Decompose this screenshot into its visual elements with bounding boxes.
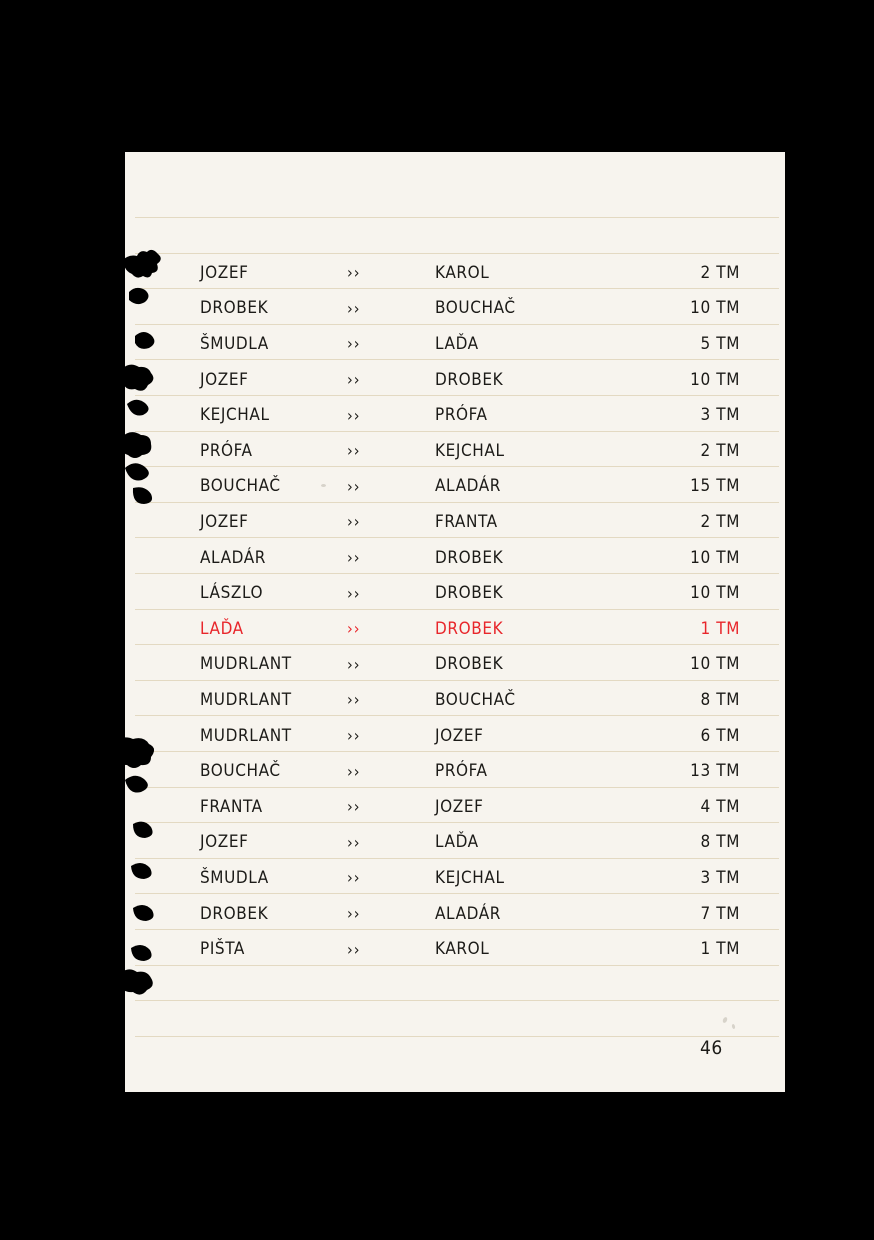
transfer-to: KEJCHAL xyxy=(435,440,505,461)
table-row[interactable] xyxy=(125,896,785,932)
transfer-from: BOUCHAČ xyxy=(200,476,281,497)
arrow-icon: ›› xyxy=(347,690,361,710)
transfer-from: ALADÁR xyxy=(200,547,266,568)
table-row[interactable] xyxy=(125,575,785,611)
transfer-amount: 10 TM xyxy=(690,583,740,604)
arrow-icon: ›› xyxy=(347,832,361,852)
transfer-to: DROBEK xyxy=(435,547,504,568)
transfer-to: FRANTA xyxy=(435,511,498,532)
arrow-icon: ›› xyxy=(347,405,361,425)
transfer-from: BOUCHAČ xyxy=(200,761,281,782)
transfer-amount: 1 TM xyxy=(700,939,740,960)
arrow-icon: ›› xyxy=(347,939,361,959)
arrow-icon: ›› xyxy=(347,726,361,746)
transfer-amount: 10 TM xyxy=(690,369,740,390)
transfer-amount: 6 TM xyxy=(700,725,740,746)
notebook-page xyxy=(125,152,785,1092)
transfer-from: DROBEK xyxy=(200,298,269,319)
transfer-to: PRÓFA xyxy=(435,761,488,782)
transfer-to: BOUCHAČ xyxy=(435,689,516,710)
transfer-amount: 10 TM xyxy=(690,547,740,568)
transfer-from: JOZEF xyxy=(200,511,249,532)
transfer-from: DROBEK xyxy=(200,903,269,924)
transfer-from: KEJCHAL xyxy=(200,405,270,426)
transfer-from: MUDRLANT xyxy=(200,654,292,675)
arrow-icon: ›› xyxy=(347,583,361,603)
transfer-to: JOZEF xyxy=(435,725,484,746)
transfer-amount: 2 TM xyxy=(700,262,740,283)
transfer-to: DROBEK xyxy=(435,583,504,604)
transfer-amount: 7 TM xyxy=(700,903,740,924)
transfer-to: DROBEK xyxy=(435,369,504,390)
transfer-amount: 3 TM xyxy=(700,405,740,426)
transfer-ledger xyxy=(125,152,785,1092)
table-row[interactable] xyxy=(125,647,785,683)
table-row[interactable] xyxy=(125,789,785,825)
transfer-amount: 10 TM xyxy=(690,298,740,319)
transfer-amount: 13 TM xyxy=(690,761,740,782)
arrow-icon: ›› xyxy=(347,334,361,354)
table-row[interactable] xyxy=(125,362,785,398)
table-row[interactable] xyxy=(125,397,785,433)
table-row[interactable] xyxy=(125,860,785,896)
table-row[interactable] xyxy=(125,540,785,576)
transfer-from: MUDRLANT xyxy=(200,689,292,710)
transfer-from: MUDRLANT xyxy=(200,725,292,746)
arrow-icon: ›› xyxy=(347,868,361,888)
transfer-to: LAĎA xyxy=(435,832,479,853)
arrow-icon: ›› xyxy=(347,654,361,674)
table-row[interactable] xyxy=(125,504,785,540)
table-row[interactable] xyxy=(125,291,785,327)
transfer-from: LAĎA xyxy=(200,618,244,639)
arrow-icon: ›› xyxy=(347,476,361,496)
transfer-to: KEJCHAL xyxy=(435,867,505,888)
transfer-amount: 2 TM xyxy=(700,511,740,532)
table-row[interactable] xyxy=(125,611,785,647)
transfer-to: LAĎA xyxy=(435,333,479,354)
transfer-amount: 3 TM xyxy=(700,867,740,888)
table-row[interactable] xyxy=(125,433,785,469)
transfer-from: PRÓFA xyxy=(200,440,253,461)
transfer-from: JOZEF xyxy=(200,369,249,390)
transfer-to: ALADÁR xyxy=(435,903,501,924)
transfer-amount: 8 TM xyxy=(700,689,740,710)
transfer-amount: 4 TM xyxy=(700,796,740,817)
table-row[interactable] xyxy=(125,326,785,362)
transfer-from: ŠMUDLA xyxy=(200,333,269,354)
transfer-to: KAROL xyxy=(435,262,490,283)
transfer-to: JOZEF xyxy=(435,796,484,817)
transfer-to: DROBEK xyxy=(435,618,504,639)
arrow-icon: ›› xyxy=(347,512,361,532)
transfer-from: PIŠTA xyxy=(200,939,245,960)
transfer-from: JOZEF xyxy=(200,832,249,853)
arrow-icon: ›› xyxy=(347,619,361,639)
table-row[interactable] xyxy=(125,825,785,861)
arrow-icon: ›› xyxy=(347,904,361,924)
transfer-to: KAROL xyxy=(435,939,490,960)
arrow-icon: ›› xyxy=(347,263,361,283)
transfer-to: PRÓFA xyxy=(435,405,488,426)
transfer-from: JOZEF xyxy=(200,262,249,283)
transfer-to: DROBEK xyxy=(435,654,504,675)
table-row[interactable] xyxy=(125,753,785,789)
table-row[interactable] xyxy=(125,682,785,718)
arrow-icon: ›› xyxy=(347,548,361,568)
transfer-to: ALADÁR xyxy=(435,476,501,497)
transfer-from: LÁSZLO xyxy=(200,583,264,604)
table-row[interactable] xyxy=(125,255,785,291)
transfer-amount: 2 TM xyxy=(700,440,740,461)
arrow-icon: ›› xyxy=(347,797,361,817)
transfer-amount: 15 TM xyxy=(690,476,740,497)
transfer-from: FRANTA xyxy=(200,796,263,817)
arrow-icon: ›› xyxy=(347,298,361,318)
transfer-amount: 10 TM xyxy=(690,654,740,675)
arrow-icon: ›› xyxy=(347,761,361,781)
page-number: 46 xyxy=(700,1037,723,1059)
arrow-icon: ›› xyxy=(347,370,361,390)
transfer-amount: 5 TM xyxy=(700,333,740,354)
table-row[interactable] xyxy=(125,469,785,505)
arrow-icon: ›› xyxy=(347,441,361,461)
transfer-amount: 1 TM xyxy=(700,618,740,639)
transfer-from: ŠMUDLA xyxy=(200,867,269,888)
transfer-to: BOUCHAČ xyxy=(435,298,516,319)
table-row[interactable] xyxy=(125,931,785,967)
table-row[interactable] xyxy=(125,718,785,754)
transfer-amount: 8 TM xyxy=(700,832,740,853)
